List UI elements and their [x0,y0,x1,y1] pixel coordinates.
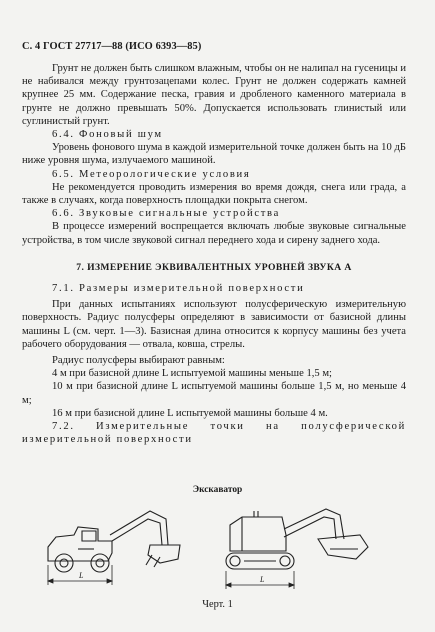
paragraph-radius-intro: Радиус полусферы выбирают равным: [52,355,225,367]
figure-caption: Черт. 1 [202,599,233,610]
excavator-tracked-drawing [218,505,398,593]
radius-item-2: 10 м при базисной длине L испытуемой машины больше 1,5 м, но меньше 4 м; [22,381,406,406]
figure-title: Экскаватор [192,485,243,495]
page-header: С. 4 ГОСТ 27717—88 (ИСО 6393—85) [22,41,202,52]
section-7-title: 7. ИЗМЕРЕНИЕ ЭКВИВАЛЕНТНЫХ УРОВНЕЙ ЗВУКА А [76,261,352,273]
body-text [22,62,406,446]
paragraph-6-5: Не рекомендуется проводить измерения во время дождя, снега или града, а также в случаях, когда поверхность площадки покрыта снегом. [22,181,406,207]
paragraph-7-1: При данных испытаниях используют полусферическую измерительную поверхность. Радиус полусферы определяют в зависимости от базисной длины машины L (см. черт. 1—3). Базисная длина относится к корпусу машины без учета рабочего оборудования — отвала, ковша, стрелы. [22,299,406,350]
heading-7-2: 7.2. Измерительные точки на полусферической измерительной поверхности [22,421,406,446]
dim-label-left: L [79,571,84,580]
heading-6-6: 6.6. Звуковые сигнальные устройства [52,208,281,220]
excavator-wheeled-drawing [38,505,216,593]
heading-6-4: 6.4. Фоновый шум [52,129,163,141]
heading-6-5: 6.5. Метеорологические условия [52,168,251,180]
paragraph-6-4: Уровень фонового шума в каждой измерительной точке должен быть на 10 дБ ниже уровня шума, излучаемого машиной. [22,142,406,167]
radius-item-3: 16 м при базисной длине L испытуемой машины больше 4 м. [52,407,328,419]
heading-7-1: 7.1. Размеры измерительной поверхности [52,283,305,295]
dim-label-right: L [260,575,265,584]
paragraph-soil: Грунт не должен быть слишком влажным, чтобы он не налипал на гусеницы и не набивался между грунтозацепами колес. Грунт не должен содержать камней крупнее 25 мм. Содержание песка, гравия и дробленого каменного материала в грунте не должно превышать 50%. Допускается использовать глинистый или суглинистый грунт. [22,63,406,127]
radius-item-1: 4 м при базисной длине L испытуемой машины меньше 1,5 м; [52,368,332,380]
paragraph-6-6: В процессе измерений воспрещается включать любые звуковые сигнальные устройства, в том числе звуковой сигнал переднего хода и сирену заднего хода. [22,221,406,246]
